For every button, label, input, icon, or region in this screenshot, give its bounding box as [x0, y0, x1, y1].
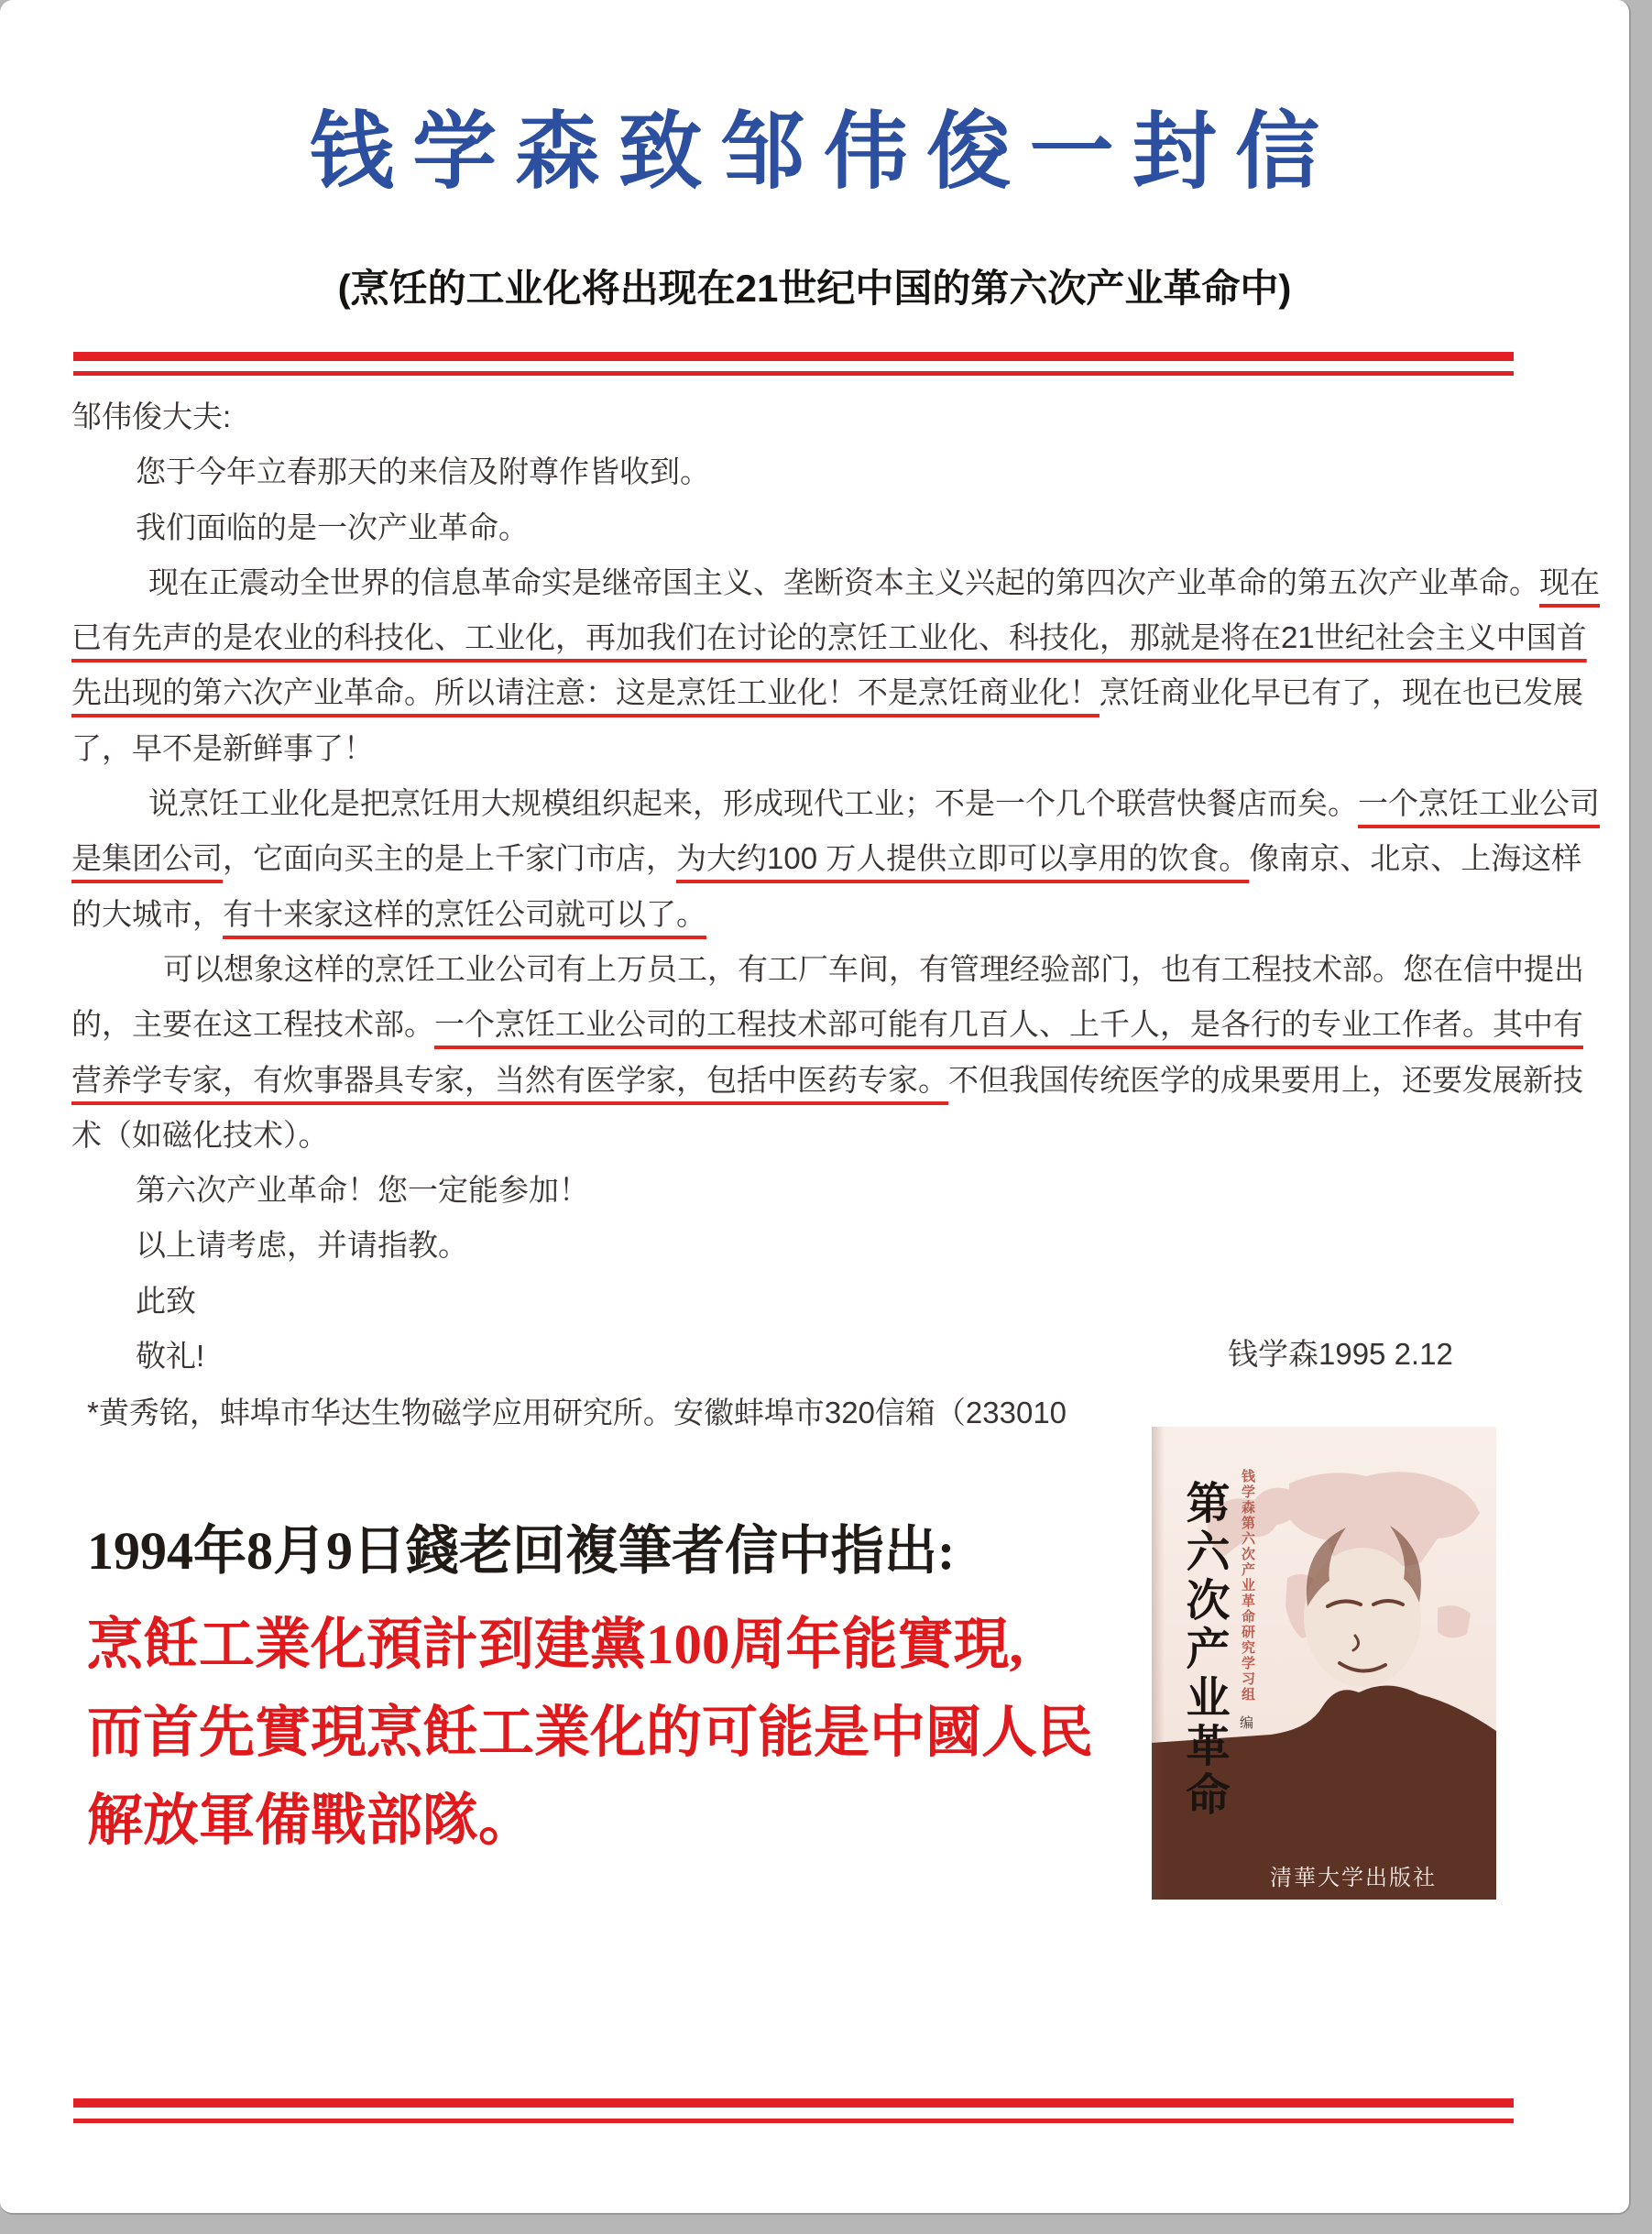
letter-line — [71, 942, 1584, 997]
letter-line — [71, 500, 1537, 555]
letter-segment: 说烹饪工业化是把烹饪用大规模组织起来，形成现代工业；不是一个几个联营快餐店而矣。 — [148, 786, 1358, 821]
bottom-rule-thin — [73, 2119, 1514, 2123]
bottom-rule-thick — [73, 2098, 1514, 2108]
commentary-red-line: 而首先實現烹飪工業化的可能是中國人民 — [87, 1703, 1094, 1764]
letter-segment-underlined: 一个烹饪工业公司的工程技术部可能有几百人、上千人，是各行的专业工作者。其中有 — [434, 1007, 1583, 1042]
letter-body — [71, 389, 1600, 1384]
book-title: 第六次产业革命 — [1179, 1480, 1228, 1820]
letter-line — [71, 721, 1537, 776]
letter-segment: 我们面临的是一次产业革命。 — [136, 509, 529, 544]
letter-segment: 此致 — [136, 1283, 196, 1318]
letter-line — [71, 444, 1537, 499]
letter-segment-underlined: 一个烹饪工业公司 — [1358, 786, 1600, 821]
letter-segment: 了，早不是新鲜事了！ — [71, 730, 374, 765]
letter-line — [71, 1108, 1537, 1163]
letter-line — [71, 555, 1600, 610]
letter-segment: 的大城市， — [71, 896, 223, 931]
letter-segment-underlined: 有十来家这样的烹饪公司就可以了。 — [223, 896, 706, 931]
letter-segment-underlined: 现在 — [1539, 564, 1600, 599]
letter-line — [71, 610, 1587, 665]
commentary-red-line: 解放軍備戰部隊。 — [87, 1790, 535, 1852]
top-rule-thin — [73, 371, 1514, 376]
portrait-art — [1304, 1526, 1421, 1687]
top-rule-thick — [73, 352, 1514, 361]
letter-line — [71, 831, 1582, 886]
book-cover — [1152, 1427, 1496, 1900]
letter-signature: 钱学森1995 2.12 — [1228, 1337, 1453, 1371]
letter-salutation: 邹伟俊大夫: — [71, 400, 232, 433]
letter-segment: 可以想象这样的烹饪工业公司有上万员工，有工厂车间，有管理经验部门，也有工程技术部。您在信中提出 — [163, 951, 1584, 986]
letter-line — [71, 776, 1600, 831]
letter-segment-underlined: 为大约100 万人提供立即可以享用的饮食。 — [676, 841, 1250, 876]
letter-line — [71, 1274, 1537, 1329]
letter-segment-underlined: 已有先声的是农业的科技化、工业化，再加我们在讨论的烹饪工业化、科技化，那就是将在21世纪社会主义中国首 — [71, 620, 1587, 655]
letter-segment: 烹饪商业化早已有了，现在也已发展 — [1100, 675, 1583, 710]
letter-segment: 敬礼! — [136, 1339, 205, 1374]
book-spine-shadow — [1152, 1427, 1165, 1900]
book-editor-label: 编 — [1240, 1715, 1254, 1731]
letter-segment-underlined: 营养学专家，有炊事器具专家，当然有医学家，包括中医药专家。 — [71, 1062, 948, 1097]
letter-segment: 现在正震动全世界的信息革命实是继帝国主义、垄断资本主义兴起的第四次产业革命的第五次产业革命。 — [148, 564, 1539, 599]
letter-segment: 像南京、北京、上海这样 — [1249, 841, 1582, 876]
letter-line — [71, 1163, 1537, 1218]
letter-segment-underlined: 是集团公司 — [71, 841, 223, 876]
letter-segment: 以上请考虑，并请指教。 — [136, 1228, 468, 1263]
letter-line — [71, 887, 1537, 942]
letter-segment: 您于今年立春那天的来信及附尊作皆收到。 — [136, 454, 710, 489]
page-subtitle: (烹饪的工业化将出现在21世纪中国的第六次产业革命中) — [337, 267, 1292, 310]
letter-line — [71, 1053, 1583, 1108]
book-byline: 钱学森第六次产业革命研究学习组 — [1240, 1469, 1255, 1703]
book-publisher: 清華大学出版社 — [1270, 1867, 1437, 1890]
letter-line — [71, 1218, 1537, 1273]
letter-segment: 术（如磁化技术）。 — [71, 1117, 329, 1152]
letter-footnote: *黄秀铭，蚌埠市华达生物磁学应用研究所。安徽蚌埠市320信箱（233010 — [87, 1396, 1067, 1429]
letter-line — [71, 665, 1583, 720]
letter-segment: ，它面向买主的是上千家门市店， — [223, 841, 676, 876]
commentary-red-line: 烹飪工業化預計到建黨100周年能實現, — [87, 1615, 1023, 1676]
letter-line — [71, 997, 1583, 1052]
letter-segment: 的，主要在这工程技术部。 — [71, 1007, 434, 1042]
letter-segment: 第六次产业革命！您一定能参加！ — [136, 1173, 589, 1208]
letter-segment-underlined: 先出现的第六次产业革命。所以请注意：这是烹饪工业化！不是烹饪商业化！ — [71, 675, 1100, 710]
letter-segment: 不但我国传统医学的成果要用上，还要发展新技 — [948, 1062, 1583, 1097]
commentary-heading: 1994年8月9日錢老回複筆者信中指出: — [87, 1521, 956, 1581]
commentary-red-block — [87, 1602, 1093, 1866]
book-cover-photo — [1141, 1416, 1507, 1911]
page-title: 钱学森致邹伟俊一封信 — [309, 105, 1339, 199]
